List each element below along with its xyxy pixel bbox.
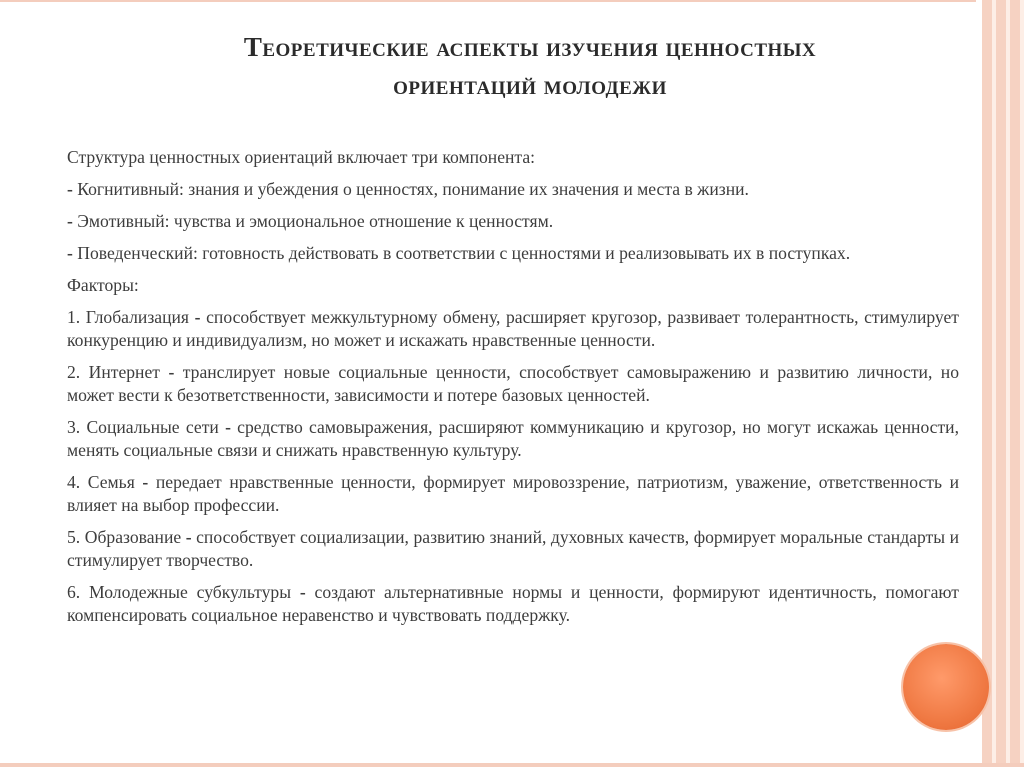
factor-text: транслирует новые социальные ценности, способствует самовыражению и развитию личности, но может вести к безответственности, зависимости и потере базовых ценностей. [67, 362, 960, 405]
factor-head: 6. Молодежные субкультуры [67, 582, 300, 602]
factor-head: 5. Образование [67, 527, 186, 547]
factor-text: способствует межкультурному обмену, расширяет кругозор, развивает толерантность, стимулирует конкуренцию и индивидуализм, но может и искажать нравственные ценности. [67, 307, 959, 350]
factors-label: Факторы: [67, 275, 139, 295]
component-item [67, 210, 959, 233]
right-decorative-stripes [976, 0, 1024, 767]
factor-text: способствует социализации, развитию знаний, духовных качеств, формирует моральные стандарты и стимулирует творчество. [67, 527, 959, 570]
slide-body [67, 146, 959, 636]
dash-mark: - [299, 582, 306, 602]
factor-item [67, 416, 959, 462]
factor-head: 3. Социальные сети [67, 417, 226, 437]
title-line-1: Теоретические аспекты изучения ценностных [243, 32, 817, 62]
top-border-line [0, 0, 1024, 2]
slide-title [100, 28, 960, 104]
factor-item [67, 306, 959, 352]
component-text: Эмотивный: чувства и эмоциональное отношение к ценностям. [72, 211, 554, 231]
decorative-orange-circle [903, 644, 989, 730]
factor-head: 1. Глобализация [67, 307, 195, 327]
dash-mark: - [67, 179, 73, 199]
factor-item [67, 361, 959, 407]
component-text: Когнитивный: знания и убеждения о ценностях, понимание их значения и места в жизни. [72, 179, 749, 199]
component-text: Поведенческий: готовность действовать в соответствии с ценностями и реализовывать их в поступках. [72, 243, 851, 263]
factor-head: 4. Семья [67, 472, 143, 492]
dash-mark: - [67, 243, 73, 263]
dash-mark: - [185, 527, 192, 547]
dash-mark: - [67, 211, 73, 231]
component-item [67, 242, 959, 265]
factor-item [67, 526, 959, 572]
dash-mark: - [142, 472, 149, 492]
factor-item [67, 581, 959, 627]
factor-text: передает нравственные ценности, формирует мировоззрение, патриотизм, уважение, ответственность и влияет на выбор профессии. [67, 472, 959, 515]
dash-mark: - [168, 362, 175, 382]
dash-mark: - [225, 417, 231, 437]
dash-mark: - [194, 307, 201, 327]
factor-head: 2. Интернет [67, 362, 169, 382]
factor-text: средство самовыражения, расширяют коммуникацию и кругозор, но могут искажаь ценности, менять социальные связи и снижать нравственную культуру. [67, 417, 959, 460]
factor-item [67, 471, 959, 517]
component-item [67, 178, 959, 201]
intro-paragraph: Структура ценностных ориентаций включает три компонента: [67, 147, 536, 167]
bottom-border-line [0, 763, 1024, 767]
title-line-2: ориентаций молодежи [393, 70, 667, 100]
factor-text: создают альтернативные нормы и ценности, формируют идентичность, помогают компенсировать социальное неравенство и чувствовать поддержку. [67, 582, 959, 625]
